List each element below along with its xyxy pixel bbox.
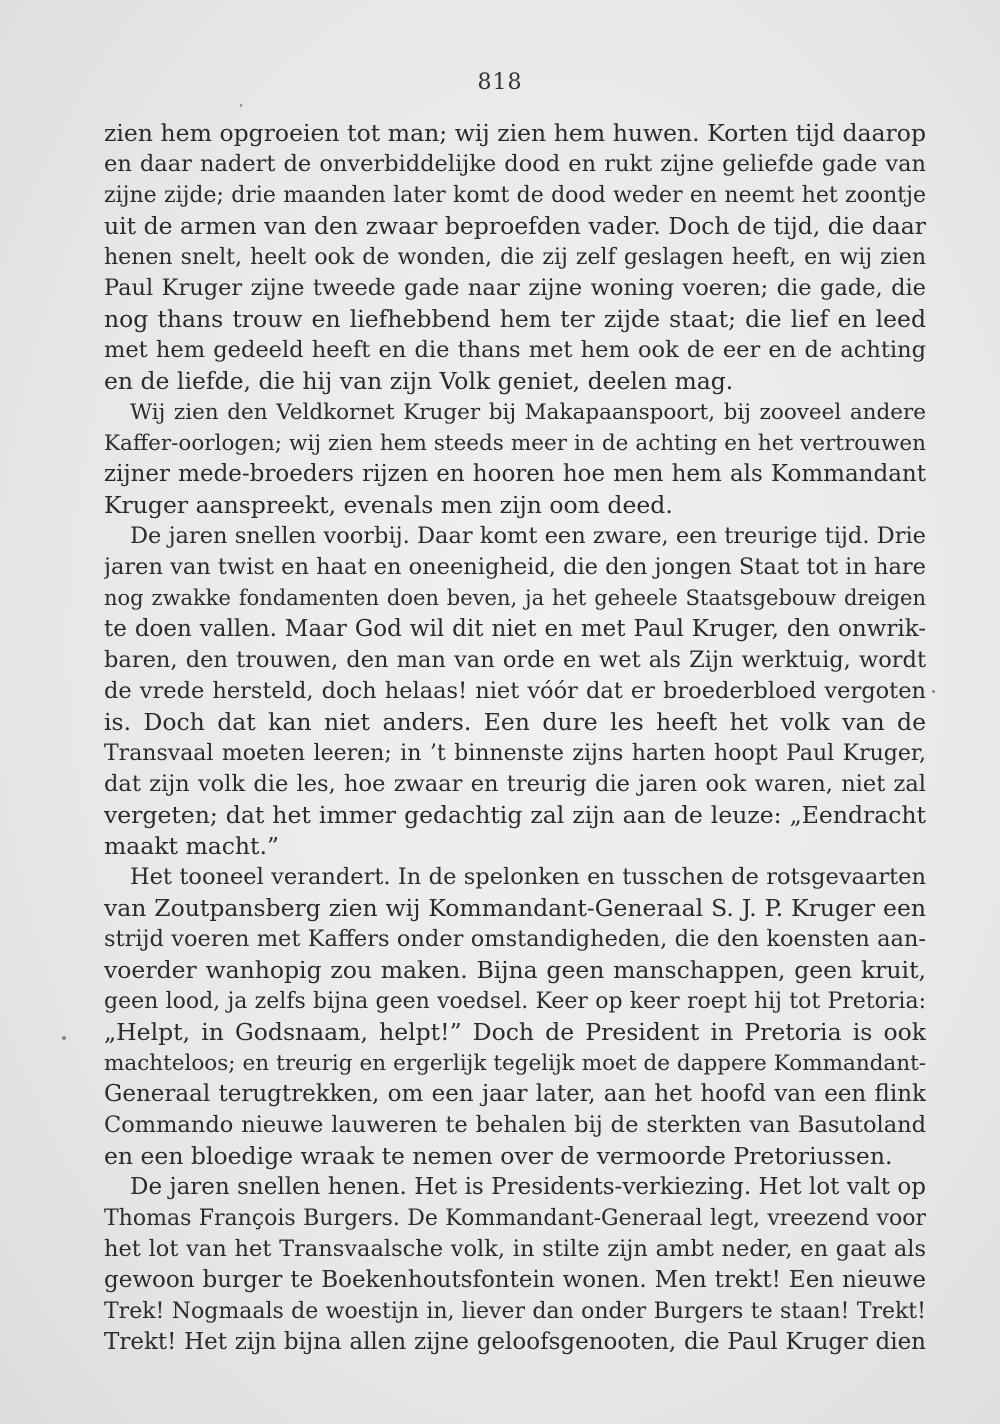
text-line: en een bloedige wraak te nemen over de vermoorde Pretoriussen. bbox=[104, 1142, 893, 1170]
text-line: te doen vallen. Maar God wil dit niet en met Paul Kruger, den onwrik- bbox=[104, 616, 926, 642]
text-line: nog zwakke fondamenten doen beven, ja het geheele Staatsgebouw dreigen bbox=[104, 586, 926, 610]
text-line: Wij zien den Veldkornet Kruger bij Makapaanspoort, bij zooveel andere bbox=[130, 400, 926, 425]
text-line: baren, den trouwen, den man van orde en wet als Zijn werktuig, wordt bbox=[104, 647, 926, 673]
text-line: jaren van twist en haat en oneenigheid, die den jongen Staat tot in hare bbox=[104, 554, 926, 580]
text-line: nog thans trouw en liefhebbend hem ter zijde staat; die lief en leed bbox=[104, 305, 926, 333]
text-line: dat zijn volk die les, hoe zwaar en treurig die jaren ook waren, niet zal bbox=[104, 771, 926, 797]
text-line: Trek! Nogmaals de woestijn in, liever dan onder Burgers te staan! Trekt! bbox=[104, 1299, 926, 1324]
text-line: Thomas François Burgers. De Kommandant-Generaal legt, vreezend voor bbox=[104, 1206, 926, 1231]
text-line: vergeten; dat het immer gedachtig zal zijn aan de leuze: „Eendracht bbox=[104, 801, 926, 829]
paper-speck bbox=[62, 1036, 66, 1040]
text-line: maakt macht.” bbox=[104, 832, 279, 860]
text-line: Transvaal moeten leeren; in ’t binnenste zijns harten hoopt Paul Kruger, bbox=[104, 741, 926, 766]
paper-speck bbox=[240, 104, 242, 107]
text-line: zijne zijde; drie maanden later komt de dood weder en neemt het zoontje bbox=[104, 183, 926, 208]
page-number: 818 bbox=[477, 70, 523, 95]
text-line: voerder wanhopig zou maken. Bijna geen manschappen, geen kruit, bbox=[104, 956, 926, 984]
text-line: met hem gedeeld heeft en die thans met hem ook de eer en de achting bbox=[104, 337, 926, 363]
text-line: machteloos; en treurig en ergerlijk tegelijk moet de dappere Kommandant- bbox=[104, 1051, 926, 1076]
text-line: zien hem opgroeien tot man; wij zien hem huwen. Korten tijd daarop bbox=[104, 119, 926, 147]
text-line: Commando nieuwe lauweren te behalen bij de sterkten van Basutoland bbox=[104, 1112, 926, 1138]
text-line: „Helpt, in Godsnaam, helpt!” Doch de President in Pretoria is ook bbox=[104, 1018, 926, 1046]
text-line: van Zoutpansberg zien wij Kommandant-Generaal S. J. P. Kruger een bbox=[104, 894, 926, 922]
text-line: uit de armen van den zwaar beproefden vader. Doch de tijd, die daar bbox=[104, 212, 926, 240]
text-line: Trekt! Het zijn bijna allen zijne geloofsgenooten, die Paul Kruger dien bbox=[104, 1329, 926, 1355]
text-line: Kaffer-oorlogen; wij zien hem steeds meer in de achting en het vertrouwen bbox=[104, 431, 926, 456]
text-line: Paul Kruger zijne tweede gade naar zijne woning voeren; die gade, die bbox=[104, 275, 926, 301]
text-line: zijner mede-broeders rijzen en hooren hoe men hem als Kommandant bbox=[104, 461, 926, 487]
text-line: Generaal terugtrekken, om een jaar later, aan het hoofd van een flink bbox=[104, 1081, 926, 1107]
text-line: strijd voeren met Kaffers onder omstandigheden, die den koensten aan- bbox=[104, 926, 926, 952]
text-line: het lot van het Transvaalsche volk, in stilte zijn ambt neder, en gaat als bbox=[104, 1236, 926, 1262]
text-line: gewoon burger te Boekenhoutsfontein wonen. Men trekt! Een nieuwe bbox=[104, 1267, 926, 1293]
body-text bbox=[104, 118, 926, 1358]
text-line: De jaren snellen henen. Het is Presidents-verkiezing. Het lot valt op bbox=[130, 1174, 926, 1200]
text-line: Het tooneel verandert. In de spelonken en tusschen de rotsgevaarten bbox=[130, 864, 926, 890]
text-line: en daar nadert de onverbiddelijke dood en rukt zijne geliefde gade van bbox=[104, 151, 926, 177]
text-line: Kruger aanspreekt, evenals men zijn oom deed. bbox=[104, 491, 673, 519]
text-line: en de liefde, die hij van zijn Volk geniet, deelen mag. bbox=[104, 367, 734, 395]
text-line: is. Doch dat kan niet anders. Een dure les heeft het volk van de bbox=[104, 708, 926, 736]
text-line: de vrede hersteld, doch helaas! niet vóór dat er broederbloed vergoten bbox=[104, 678, 926, 704]
text-line: henen snelt, heelt ook de wonden, die zij zelf geslagen heeft, en wij zien bbox=[104, 245, 926, 270]
text-line: geen lood, ja zelfs bijna geen voedsel. Keer op keer roept hij tot Pretoria: bbox=[104, 989, 926, 1014]
paper-speck bbox=[932, 690, 935, 693]
text-line: De jaren snellen voorbij. Daar komt een zware, een treurige tijd. Drie bbox=[130, 523, 926, 549]
